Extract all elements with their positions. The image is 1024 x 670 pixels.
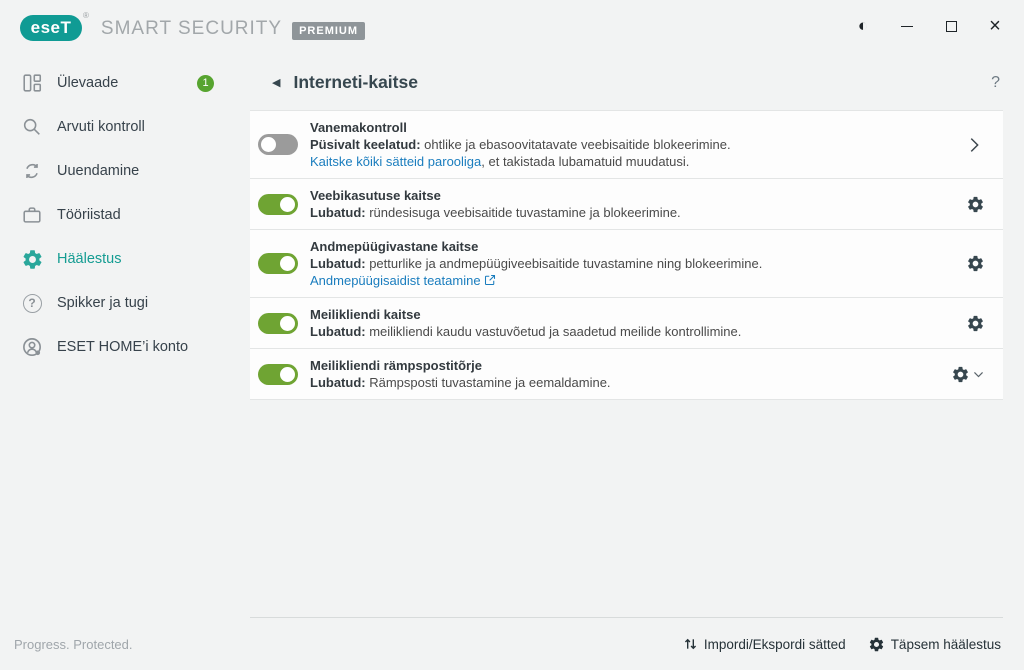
parental-control-toggle[interactable]: [258, 134, 298, 155]
close-icon: ×: [989, 15, 1001, 37]
account-icon: [20, 335, 44, 359]
sidebar: [0, 52, 250, 670]
advanced-setup-button[interactable]: [868, 636, 1001, 653]
anti-phishing-toggle[interactable]: [258, 253, 298, 274]
setting-title: Vanemakontroll: [310, 120, 407, 135]
setting-title: Andmepüügivastane kaitse: [310, 239, 479, 254]
gear-icon[interactable]: [951, 365, 970, 384]
setting-row-anti-phishing: [250, 230, 1003, 298]
sidebar-item-computer-scan[interactable]: [0, 105, 250, 149]
protect-settings-link[interactable]: Kaitske kõiki sätteid parooliga: [310, 154, 482, 169]
product-name: SMART SECURITY: [100, 18, 283, 39]
setting-description: Lubatud: petturlike ja andmepüügiveebisaitide tuvastamine ning blokeerimine.: [310, 256, 763, 271]
theme-icon: ◐: [857, 16, 869, 35]
main-panel: [250, 52, 1024, 670]
setting-title: Meilikliendi kaitse: [310, 307, 421, 322]
import-export-icon: [683, 636, 698, 652]
window-controls: [848, 11, 1010, 41]
page-title: Interneti-kaitse: [293, 72, 418, 92]
external-link-icon: [484, 273, 496, 288]
sidebar-item-label: Uuendamine: [57, 163, 140, 179]
sidebar-item-label: Häälestus: [57, 251, 122, 267]
setting-description: Lubatud: Rämpsposti tuvastamine ja eemaldamine.: [310, 375, 611, 390]
setting-row-antispam: [250, 349, 1003, 400]
footer-action-label: Impordi/Ekspordi sätted: [703, 636, 846, 652]
tagline: Progress. Protected.: [14, 637, 133, 652]
gear-icon[interactable]: [966, 195, 985, 214]
refresh-icon: [20, 159, 44, 183]
eset-logo-mark: eseT: [20, 15, 82, 41]
minimize-button[interactable]: [892, 11, 922, 41]
notification-badge: 1: [197, 75, 214, 92]
close-button[interactable]: [980, 11, 1010, 41]
setting-row-web-access-protection: [250, 179, 1003, 230]
maximize-icon: [946, 21, 957, 32]
setting-link-line: [310, 272, 935, 289]
sidebar-item-update[interactable]: [0, 149, 250, 193]
back-button[interactable]: ◀: [272, 77, 281, 89]
setting-description: Püsivalt keelatud: ohtlike ja ebasoovitatavate veebisaitide blokeerimine.: [310, 137, 731, 152]
setting-title: Veebikasutuse kaitse: [310, 188, 441, 203]
gear-icon: [20, 247, 44, 271]
setting-link-line: Kaitske kõiki sätteid parooliga, et takistada lubamatuid muudatusi.: [310, 154, 690, 169]
help-button[interactable]: ?: [991, 73, 1000, 91]
sidebar-item-label: Arvuti kontroll: [57, 119, 145, 135]
setting-row-email-client-protection: [250, 298, 1003, 349]
sidebar-item-label: Ülevaade: [57, 75, 119, 91]
help-icon: ?: [20, 291, 44, 315]
sidebar-item-setup[interactable]: [0, 237, 250, 281]
edition-badge: PREMIUM: [292, 22, 365, 40]
setting-row-parental-control: [250, 111, 1003, 179]
settings-list: [250, 110, 1003, 400]
sidebar-item-help[interactable]: [0, 281, 250, 325]
setting-description: Lubatud: meilikliendi kaudu vastuvõetud ja saadetud meilide kontrollimine.: [310, 324, 742, 339]
main-footer: [250, 617, 1003, 670]
import-export-settings-button[interactable]: [683, 636, 846, 652]
footer-action-label: Täpsem häälestus: [890, 636, 1001, 652]
chevron-right-icon[interactable]: [963, 134, 985, 156]
gear-icon: [868, 636, 885, 653]
report-phishing-link[interactable]: Andmepüügisaidist teatamine: [310, 273, 481, 288]
web-access-toggle[interactable]: [258, 194, 298, 215]
antispam-toggle[interactable]: [258, 364, 298, 385]
eset-logo: [20, 11, 89, 41]
page-header: [250, 52, 1024, 93]
chevron-down-icon[interactable]: [972, 368, 985, 381]
minimize-icon: [901, 26, 913, 27]
sidebar-item-overview[interactable]: [0, 61, 250, 105]
titlebar: [0, 0, 1024, 52]
email-protection-toggle[interactable]: [258, 313, 298, 334]
setting-description: Lubatud: ründesisuga veebisaitide tuvastamine ja blokeerimine.: [310, 205, 681, 220]
briefcase-icon: [20, 203, 44, 227]
sidebar-item-eset-home-account[interactable]: [0, 325, 250, 369]
sidebar-item-label: Tööriistad: [57, 207, 121, 223]
sidebar-item-label: Spikker ja tugi: [57, 295, 149, 311]
overview-icon: [20, 71, 44, 95]
search-icon: [20, 115, 44, 139]
sidebar-item-label: ESET HOME’i konto: [57, 339, 189, 355]
gear-icon[interactable]: [966, 254, 985, 273]
maximize-button[interactable]: [936, 11, 966, 41]
theme-toggle-button[interactable]: [848, 11, 878, 41]
gear-icon[interactable]: [966, 314, 985, 333]
sidebar-item-tools[interactable]: [0, 193, 250, 237]
registered-mark: ®: [83, 11, 89, 20]
setting-title: Meilikliendi rämpspostitõrje: [310, 358, 482, 373]
